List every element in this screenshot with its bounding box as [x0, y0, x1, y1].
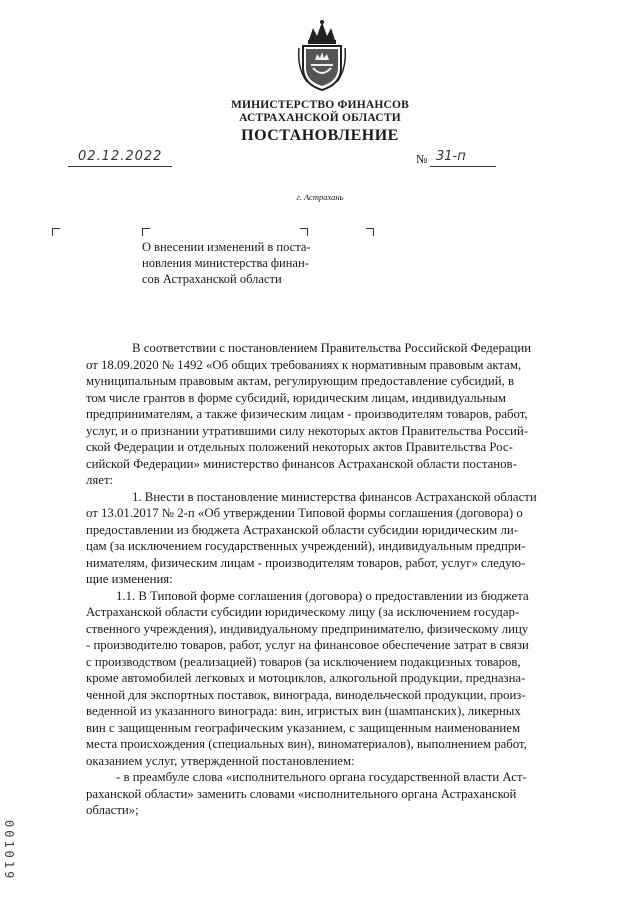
body-line: Астраханской области субсидии юридическому лицу (за исключением государ-	[86, 605, 520, 619]
document-number: 31-п	[436, 149, 466, 164]
body-line: том числе грантов в форме субсидий, юридическим лицам, индивидуальным	[86, 390, 506, 405]
corner-mark	[52, 228, 60, 236]
body-line: кроме автомобилей легковых и мотоциклов, алкогольной продукции, предназна-	[86, 671, 526, 685]
body-line: веденной из указанного винограда: вин, игристых вин (шампанских), ликерных	[86, 704, 521, 718]
body-line: ственного учреждения), индивидуальному предпринимателю, физическому лицу	[86, 621, 529, 636]
number-underline	[430, 166, 496, 167]
corner-mark	[142, 228, 150, 236]
body-line: ской Федерации и отдельных положений некоторых актов Правительства Рос-	[86, 440, 513, 454]
body-line: вин с защищенным географическим указанием, с защищенным наименованием	[86, 720, 521, 735]
body-line: - в преамбуле слова «исполнительного органа государственной власти Аст-	[116, 770, 527, 784]
body-line: сийской Федерации» министерство финансов Астраханской области постанов-	[86, 456, 517, 471]
document-date: 02.12.2022	[78, 149, 163, 164]
date-underline	[68, 166, 172, 167]
document-subject	[142, 239, 382, 287]
body-line: от 18.09.2020 № 1492 «Об общих требованиях к нормативным правовым актам,	[86, 357, 522, 372]
body-line: ляет:	[86, 473, 114, 487]
subject-line: сов Астраханской области	[142, 272, 282, 286]
document-body	[86, 340, 606, 819]
body-line: раханской области» заменить словами «исполнительного органа Астраханской	[86, 786, 517, 801]
body-line: щие изменения:	[86, 572, 173, 586]
body-line: муниципальным правовым актам, регулирующим предоставление субсидий, в	[86, 374, 514, 388]
body-line: В соответствии с постановлением Правительства Российской Федерации	[132, 341, 532, 355]
registry-number: 001019	[2, 820, 16, 882]
body-line: предоставлении из бюджета Астраханской области субсидии юридическим ли-	[86, 522, 518, 537]
number-prefix: №	[416, 152, 428, 166]
body-line: области»;	[86, 803, 139, 817]
document-type: ПОСТАНОВЛЕНИЕ	[241, 127, 399, 144]
body-line: цам (за исключением государственных учреждений), индивидуальным предпри-	[86, 539, 526, 553]
body-line: от 13.01.2017 № 2-п «Об утверждении Типовой формы соглашения (договора) о	[86, 506, 523, 520]
coat-of-arms-icon	[295, 18, 349, 92]
body-line: с производством (реализацией) товаров (за исключением подакцизных товаров,	[86, 654, 521, 669]
city-label: г. Астрахань	[296, 192, 344, 202]
body-line: места происхождения (специальных вин), виноматериалов), выполнением работ,	[86, 737, 527, 751]
body-line: услуг, и о признании утратившими силу некоторых актов Правительства Россий-	[86, 423, 528, 438]
ministry-name-line1: МИНИСТЕРСТВО ФИНАНСОВ	[230, 99, 410, 111]
body-line: - производителю товаров, работ, услуг на финансовое обеспечение затрат в связи	[86, 638, 529, 652]
body-line: нимателям, физическим лицам - производителям товаров, работ, услуг» следую-	[86, 555, 526, 570]
subject-line: О внесении изменений в поста-	[142, 240, 311, 254]
body-line: предпринимателям, а также физическим лицам - производителям товаров, работ,	[86, 407, 528, 421]
corner-mark	[300, 228, 308, 236]
body-line: ченной для экспортных поставок, винограда, винодельческой продукции, произ-	[86, 687, 526, 702]
body-line: 1. Внести в постановление министерства финансов Астраханской области	[132, 489, 537, 504]
subject-line: новления министерства финан-	[142, 256, 309, 270]
corner-mark	[366, 228, 374, 236]
body-line: оказанием услуг, утвержденной постановлением:	[86, 753, 355, 768]
ministry-name-line2: АСТРАХАНСКОЙ ОБЛАСТИ	[239, 112, 401, 124]
body-line: 1.1. В Типовой форме соглашения (договора) о предоставлении из бюджета	[116, 588, 529, 603]
